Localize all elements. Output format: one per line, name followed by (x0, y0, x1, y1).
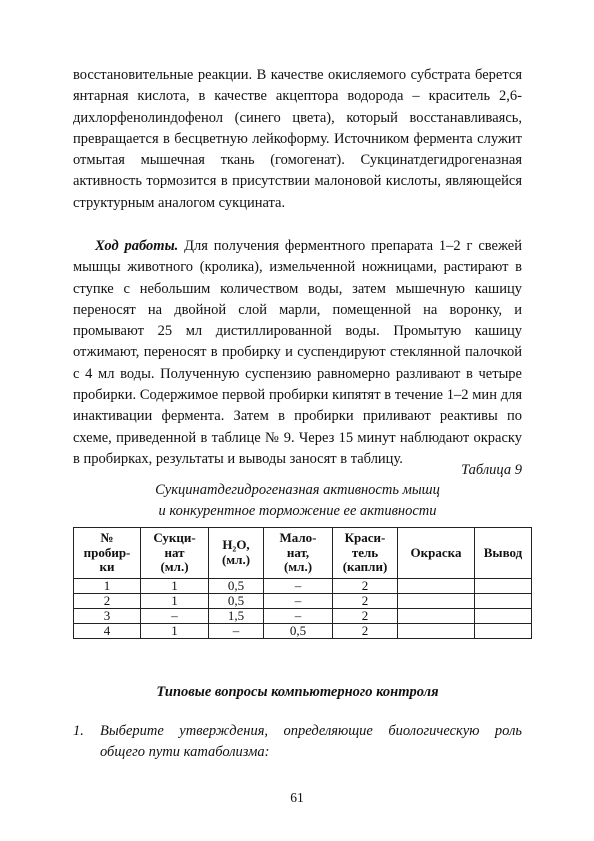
table-cell: 0,5 (264, 623, 333, 638)
table-cell: 3 (74, 608, 141, 623)
table-cell (475, 593, 532, 608)
header-succinate-line1: Сукци- (153, 530, 196, 545)
table-cell: 1 (141, 578, 209, 593)
header-succinate-line3: (мл.) (160, 559, 189, 574)
header-dye-line3: (капли) (342, 559, 388, 574)
table-cell: 0,5 (209, 593, 264, 608)
table-cell: – (209, 623, 264, 638)
header-malonate-line3: (мл.) (283, 559, 313, 574)
table-cell (398, 623, 475, 638)
question-item (73, 721, 522, 764)
procedure-body: Для получения ферментного препарата 1–2 г свежей мышцы животного (кролика), измельченной ножницами, растирают в ступке с небольшим количеством воды, затем мышечную кашицу переносят на двойной слой марли, помещенной на воронку, и промывают 25 мл дистиллированной воды. Промытую кашицу отжимают, переносят в пробирку и суспендируют стеклянной палочкой с 4 мл воды. Полученную суспензию равномерно разливают в четыре пробирки. Содержимое первой пробирки кипятят в течение 1–2 мин для инактивации фермента. Затем в пробирки приливают реактивы по схеме, приведенной в таблице № 9. Через 15 минут наблюдают окраску в пробирках, результаты и выводы заносят в таблицу. (73, 238, 522, 467)
question-number: 1. (73, 723, 84, 739)
table-cell: – (141, 608, 209, 623)
header-tube-line1: № (100, 530, 114, 545)
table-label: Таблица 9 (461, 462, 522, 478)
paragraph-procedure (73, 236, 522, 470)
table-cell (398, 593, 475, 608)
table-header-row (74, 528, 532, 579)
header-water-line1: H₂O, (222, 537, 250, 553)
header-tube-line2: пробир- (83, 544, 131, 560)
section-heading: Типовые вопросы компьютерного контроля (156, 684, 439, 700)
page-number: 61 (290, 790, 304, 805)
header-conclusion: Вывод (475, 528, 532, 579)
header-dye (333, 528, 398, 579)
table-cell (475, 608, 532, 623)
table-caption-line2: и конкурентное торможение ее активности (158, 503, 437, 519)
table-cell: – (264, 593, 333, 608)
table-cell: – (264, 578, 333, 593)
header-succinate-line2: нат (164, 544, 185, 560)
procedure-lead: Ход работы. (95, 238, 179, 254)
header-dye-line1: Краси- (344, 530, 386, 545)
header-water-line2: (мл.) (221, 551, 251, 567)
table-cell (475, 578, 532, 593)
table-cell: 2 (333, 608, 398, 623)
paragraph-intro: восстановительные реакции. В качестве окисляемого субстрата берется янтарная кислота, в качестве акцептора водорода – краситель 2,6-дихлорфенолиндофенол (синего цвета), который восстанавливаясь, превращается в бесцветную лейкоформу. Источником фермента служит отмытая мышечная ткань (гомогенат). Сукцинатдегидрогеназная активность тормозится в присутствии малоновой кислоты, являющейся структурным аналогом сукцината. (73, 67, 522, 211)
table-cell: 1 (141, 623, 209, 638)
table-cell (398, 578, 475, 593)
table-cell: 2 (333, 578, 398, 593)
header-malonate (264, 528, 333, 579)
header-succinate (141, 528, 209, 579)
header-color: Окраска (398, 528, 475, 579)
table-caption-line1: Сукцинатдегидрогеназная активность мышц (155, 482, 440, 498)
header-tube-line3: ки (99, 559, 115, 574)
header-water (209, 528, 264, 579)
header-dye-line2: тель (351, 544, 379, 560)
table-row (74, 593, 532, 608)
header-malonate-line2: нат, (286, 544, 310, 560)
header-tube (74, 528, 141, 579)
table-cell: 2 (74, 593, 141, 608)
table-cell: 0,5 (209, 578, 264, 593)
header-malonate-line1: Мало- (279, 530, 317, 545)
table-cell (475, 623, 532, 638)
table-cell: – (264, 608, 333, 623)
table-cell: 4 (74, 623, 141, 638)
table-row (74, 578, 532, 593)
table-cell: 1 (141, 593, 209, 608)
table-row (74, 623, 532, 638)
table-cell: 2 (333, 593, 398, 608)
table-row (74, 608, 532, 623)
table-cell: 2 (333, 623, 398, 638)
results-table (73, 527, 532, 639)
table-cell: 1 (74, 578, 141, 593)
question-text: Выберите утверждения, определяющие биологическую роль общего пути катаболизма: (100, 723, 522, 761)
table-cell (398, 608, 475, 623)
table-caption (73, 480, 522, 522)
table-cell: 1,5 (209, 608, 264, 623)
